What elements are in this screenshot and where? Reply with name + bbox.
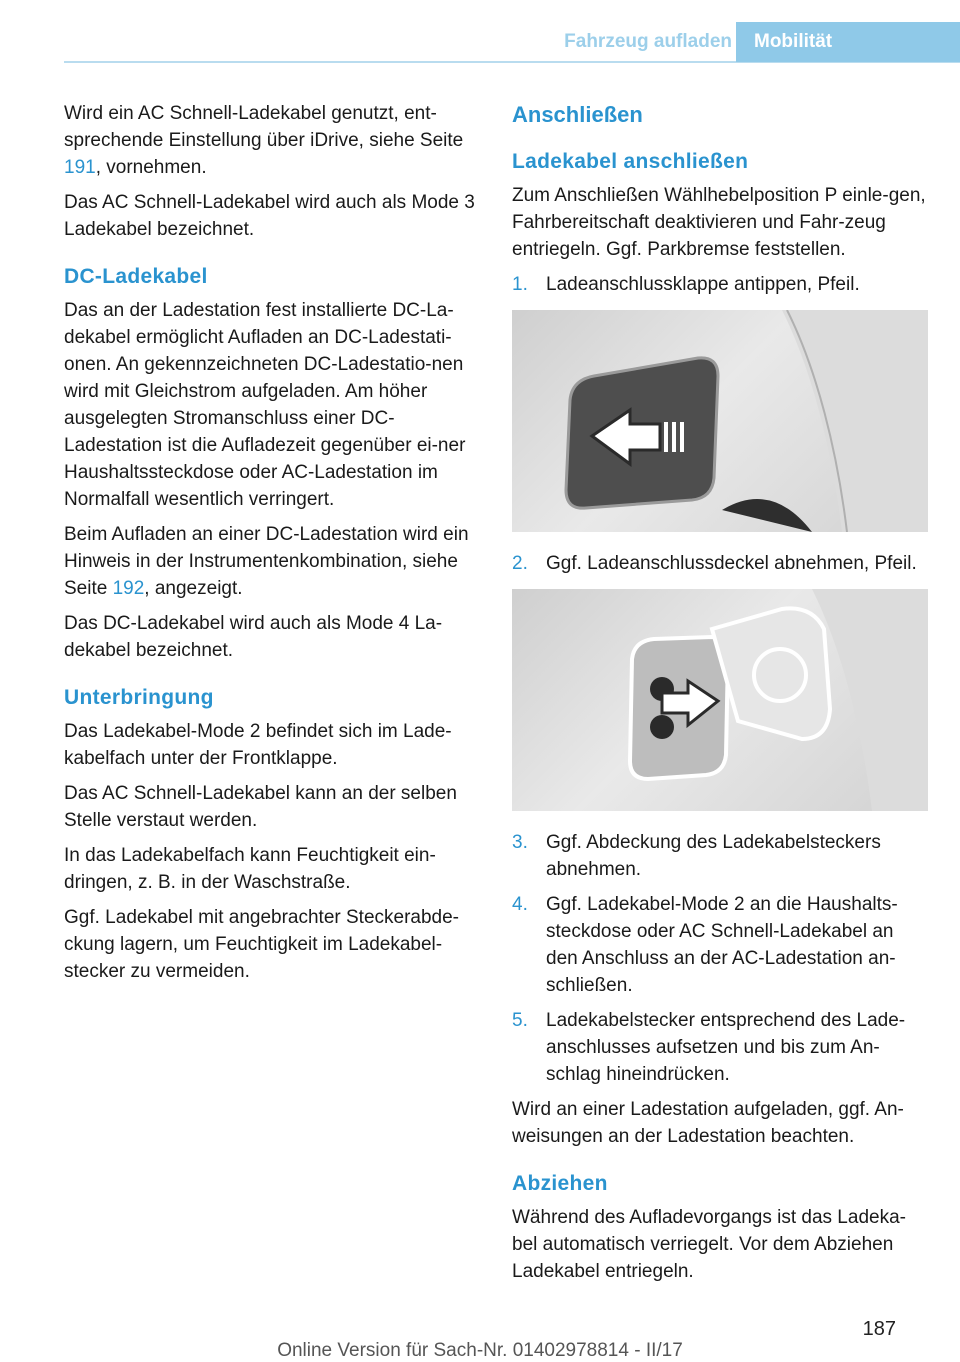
paragraph: In das Ladekabelfach kann Feuchtigkeit ein-dringen, z. B. in der Waschstraße. [64,845,436,893]
paragraph: Wird ein AC Schnell-Ladekabel genutzt, ent-sprechende Einstellung über iDrive, siehe Seite 191, vornehmen. [64,103,464,178]
list-item: 4. Ggf. Ladekabel-Mode 2 an die Haushalts-steckdose oder AC Schnell-Ladekabel an den Anschluss an der AC-Ladestation an-schließen. [512,894,898,996]
heading-connect: Anschließen [512,102,643,127]
paragraph: Das AC Schnell-Ladekabel kann an der selben Stelle verstaut werden. [64,783,457,831]
section-tab[interactable]: Mobilität [736,22,960,62]
list-item: 1. Ladeanschlussklappe antippen, Pfeil. [512,274,860,295]
paragraph: Ggf. Ladekabel mit angebrachter Steckerabde-ckung lagern, um Feuchtigkeit im Ladekabel-stecker zu vermeiden. [64,907,460,982]
footer-text: Online Version für Sach-Nr. 01402978814 - II/17 [277,1340,683,1361]
paragraph: Während des Aufladevorgangs ist das Ladeka-bel automatisch verriegelt. Vor dem Abziehen Ladekabel entriegeln. [512,1207,906,1282]
heading-dc-cable: DC-Ladekabel [64,265,208,288]
paragraph: Wird an einer Ladestation aufgeladen, ggf. An-weisungen an der Ladestation beachten. [512,1099,904,1147]
page-link-191[interactable]: 191 [64,157,96,178]
paragraph: Das an der Ladestation fest installierte DC-La-dekabel ermöglicht Aufladen an DC-Ladestati-onen. An gekennzeichneten DC-Ladestatio-nen wird mit Gleichstrom aufgeladen. Am höher ausgelegten Stromanschluss einer DC-Ladestation ist die Aufladezeit gegenüber ei-ner Haushaltssteckdose oder AC-Ladestation im Normalfall wesentlich verringert. [64,300,466,510]
heading-remove: Abziehen [512,1172,608,1195]
list-item: 2. Ggf. Ladeanschlussdeckel abnehmen, Pfeil. [512,553,917,574]
step-list [512,829,930,1088]
illustration-charging-port [512,589,928,811]
list-item: 5. Ladekabelstecker entsprechend des Lade-anschlusses aufsetzen und bis zum An-schlag hineindrücken. [512,1010,906,1085]
paragraph: Beim Aufladen an einer DC-Ladestation wird ein Hinweis in der Instrumentenkombination, siehe Seite 192, angezeigt. [64,524,469,599]
paragraph: Das AC Schnell-Ladekabel wird auch als Mode 3 Ladekabel bezeichnet. [64,192,475,240]
step-list [512,550,930,577]
illustration-charging-flap [512,310,928,532]
step-list [512,271,930,298]
heading-storage: Unterbringung [64,686,214,709]
page-link-192[interactable]: 192 [112,578,145,599]
list-item: 3. Ggf. Abdeckung des Ladekabelsteckers abnehmen. [512,832,881,880]
right-column [512,100,930,1293]
page-number: 187 [862,1318,896,1340]
charging-port-illustration [512,589,928,811]
left-column [64,100,484,993]
heading-connect-cable: Ladekabel anschließen [512,150,749,173]
charging-flap-illustration [512,310,928,532]
chapter-tab[interactable]: Fahrzeug aufladen [564,31,732,52]
paragraph: Zum Anschließen Wählhebelposition P einle-gen, Fahrbereitschaft deaktivieren und Fahr-zeug entriegeln. Ggf. Parkbremse feststellen. [512,185,926,260]
paragraph: Das DC-Ladekabel wird auch als Mode 4 La-dekabel bezeichnet. [64,613,443,661]
paragraph: Das Ladekabel-Mode 2 befindet sich im Lade-kabelfach unter der Frontklappe. [64,721,452,769]
